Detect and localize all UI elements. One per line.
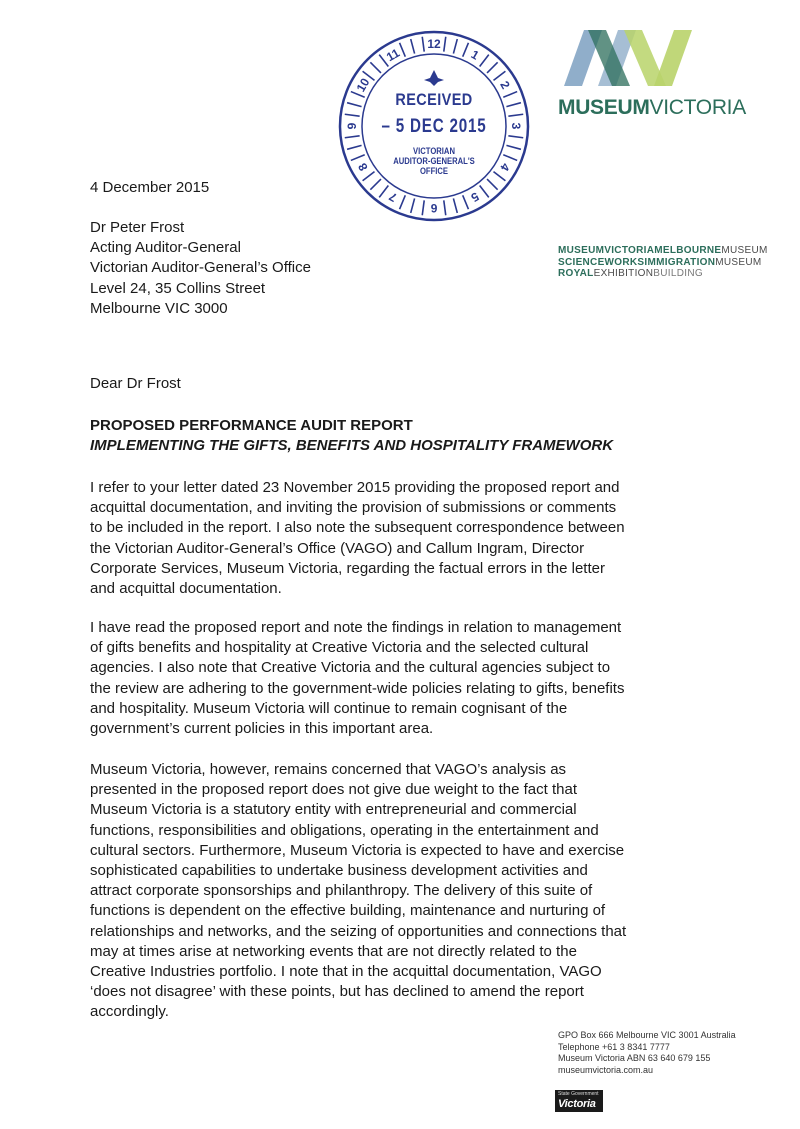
stamp-clock-number: 10 bbox=[353, 75, 373, 95]
paragraph-line: of gifts benefits and hospitality at Creative Victoria and the selected cultural bbox=[90, 639, 589, 657]
stamp-tick bbox=[453, 198, 457, 212]
stamp-clock-number: 2 bbox=[497, 78, 513, 92]
stamp-received-text: RECEIVED bbox=[395, 90, 473, 109]
stamp-tick bbox=[444, 200, 446, 215]
brand-line: SCIENCEWORKSIMMIGRATIONMUSEUM bbox=[558, 256, 762, 268]
paragraph-line: accordingly. bbox=[90, 1003, 169, 1021]
stamp-tick bbox=[453, 39, 457, 53]
paragraph-line: to be included in the report. I also note the subsequent correspondence between bbox=[90, 519, 625, 537]
paragraph-line: and hospitality. Museum Victoria will continue to remain cognisant of the bbox=[90, 699, 568, 717]
stamp-tick bbox=[444, 37, 446, 52]
victoria-state-logo bbox=[555, 1090, 603, 1112]
paragraph-line: cultural sectors. Furthermore, Museum Victoria is expected to have and exercise bbox=[90, 841, 625, 859]
salutation: Dear Dr Frost bbox=[90, 375, 181, 392]
paragraph-1 bbox=[90, 478, 650, 599]
stamp-clock-number: 9 bbox=[345, 122, 359, 130]
stamp-clock-number: 3 bbox=[509, 122, 523, 130]
brand-line: MUSEUMVICTORIAMELBOURNEMUSEUM bbox=[558, 245, 768, 256]
paragraph-line: Corporate Services, Museum Victoria, regarding the factual errors in the letter bbox=[90, 559, 605, 577]
paragraph-line: may at times arise at networking events that are not directly related to the bbox=[90, 942, 577, 960]
paragraph-line: the review are adhering to the government-wide policies relating to gifts, benefits bbox=[90, 679, 625, 697]
received-stamp bbox=[336, 28, 532, 224]
stamp-tick bbox=[411, 198, 415, 212]
paragraph-line: functions, responsibilities and obligations, operating in the entertainment and bbox=[90, 821, 599, 839]
subject-heading bbox=[90, 416, 613, 456]
address-line: Victorian Auditor-General’s Office bbox=[90, 259, 311, 277]
footer-contact bbox=[558, 1030, 736, 1076]
paragraph-line: Creative Industries portfolio. I note that in the acquittal documentation, VAGO bbox=[90, 962, 602, 980]
footer-line: Telephone +61 3 8341 7777 bbox=[558, 1041, 670, 1052]
footer-line: GPO Box 666 Melbourne VIC 3001 Australia bbox=[558, 1030, 736, 1040]
address-line: Level 24, 35 Collins Street bbox=[90, 279, 266, 297]
stamp-tick bbox=[487, 62, 498, 73]
stamp-clock-number: 4 bbox=[497, 160, 513, 174]
stamp-tick bbox=[480, 55, 489, 67]
stamp-clock-number: 12 bbox=[427, 37, 441, 51]
paragraph-line: and acquittal documentation. bbox=[90, 579, 282, 597]
paragraph-line: ‘does not disagree’ with these points, but has declined to amend the report bbox=[90, 983, 584, 1001]
address-line: Acting Auditor-General bbox=[90, 239, 241, 257]
stamp-office-line: OFFICE bbox=[419, 166, 449, 176]
stamp-tick bbox=[411, 39, 415, 53]
paragraph-line: I refer to your letter dated 23 November 2015 providing the proposed report and bbox=[90, 479, 620, 496]
stamp-clock-number: 1 bbox=[468, 47, 482, 63]
letter-date: 4 December 2015 bbox=[90, 179, 210, 196]
mv-logo-mark-icon bbox=[558, 26, 738, 92]
stamp-emblem-icon bbox=[424, 70, 444, 86]
address-line: Melbourne VIC 3000 bbox=[90, 299, 228, 317]
subject-line-2: IMPLEMENTING THE GIFTS, BENEFITS AND HOSPITALITY FRAMEWORK bbox=[90, 437, 614, 454]
stamp-tick bbox=[379, 186, 388, 198]
paragraph-line: relationships and networks, and the seizing of opportunities and connections that bbox=[90, 922, 627, 940]
stamp-tick bbox=[370, 62, 381, 73]
stamp-clock-number: 5 bbox=[468, 189, 482, 205]
paragraph-line: Museum Victoria is a statutory entity with entrepreneurial and commercial bbox=[90, 801, 577, 819]
stamp-clock-number: 6 bbox=[430, 201, 438, 215]
footer-website-link[interactable]: museumvictoria.com.au bbox=[558, 1064, 654, 1075]
vic-logo-top-text: State Government bbox=[558, 1091, 599, 1097]
address-line: Dr Peter Frost bbox=[90, 219, 185, 236]
stamp-tick bbox=[494, 71, 506, 80]
paragraph-line: Museum Victoria, however, remains concerned that VAGO’s analysis as bbox=[90, 761, 567, 778]
paragraph-line: functions is dependent on the effective building, maintenance and nurturing of bbox=[90, 902, 606, 920]
stamp-clock-number: 7 bbox=[386, 189, 400, 205]
paragraph-line: attract corporate sponsorships and philanthropy. The delivery of this suite of bbox=[90, 882, 593, 900]
stamp-tick bbox=[463, 43, 469, 57]
stamp-tick bbox=[487, 179, 498, 190]
paragraph-line: government’s current policies in this important area. bbox=[90, 719, 434, 737]
stamp-tick bbox=[463, 195, 469, 209]
logo-wordmark: MUSEUMVICTORIA bbox=[558, 96, 746, 119]
stamp-office-line: AUDITOR-GENERAL'S bbox=[393, 156, 475, 166]
stamp-clock-number: 11 bbox=[384, 45, 402, 65]
subject-line-1: PROPOSED PERFORMANCE AUDIT REPORT bbox=[90, 417, 413, 434]
paragraph-line: I have read the proposed report and note the findings in relation to management bbox=[90, 619, 622, 636]
stamp-tick bbox=[400, 195, 406, 209]
paragraph-2 bbox=[90, 618, 650, 739]
paragraph-line: presented in the proposed report does not give due weight to the fact that bbox=[90, 781, 577, 799]
paragraph-line: acquittal documentation, and inviting the provision of submissions or comments bbox=[90, 499, 617, 517]
paragraph-line: agencies. I also note that Creative Victoria and the cultural agencies subject to bbox=[90, 659, 611, 677]
stamp-tick bbox=[480, 186, 489, 198]
paragraph-3 bbox=[90, 760, 650, 1022]
stamp-tick bbox=[400, 43, 406, 57]
stamp-tick bbox=[422, 200, 424, 215]
stamp-clock-number: 8 bbox=[355, 160, 371, 174]
footer-line: Museum Victoria ABN 63 640 679 155 bbox=[558, 1053, 711, 1063]
paragraph-line: sophisticated capabilities to undertake business development activities and bbox=[90, 861, 588, 879]
stamp-office-line: VICTORIAN bbox=[413, 146, 455, 156]
stamp-date: – 5 DEC 2015 bbox=[381, 116, 487, 137]
stamp-tick bbox=[370, 179, 381, 190]
paragraph-line: the Victorian Auditor-General’s Office (VAGO) and Callum Ingram, Director bbox=[90, 539, 585, 557]
museum-victoria-logo bbox=[558, 26, 746, 119]
stamp-tick bbox=[422, 37, 424, 52]
vic-logo-text: Victoria bbox=[558, 1098, 596, 1110]
brand-line: ROYALEXHIBITIONBUILDING bbox=[558, 268, 703, 279]
recipient-address bbox=[90, 218, 311, 319]
brand-list bbox=[558, 245, 768, 280]
